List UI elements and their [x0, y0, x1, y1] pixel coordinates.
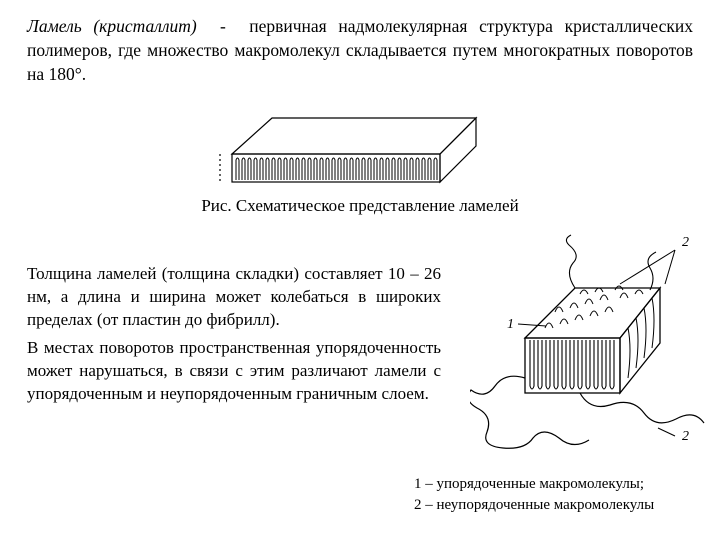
label-disordered-bottom: 2	[682, 429, 689, 444]
label-disordered-top: 2	[682, 235, 689, 250]
body-text	[27, 262, 441, 405]
figure2-legend	[414, 474, 714, 516]
body-paragraph-2: В местах поворотов пространственная упорядоченность может нарушаться, в связи с этим различают ламели с упорядоченным и неупорядоченным граничным слоем.	[27, 337, 441, 404]
legend-item-ordered: 1 – упорядоченные макромолекулы;	[414, 476, 645, 492]
definition-dash: -	[220, 16, 226, 36]
lamella-slab-figure	[200, 112, 500, 192]
legend-item-disordered: 2 – неупорядоченные макромолекулы	[414, 497, 655, 513]
lamella-boundary-figure	[470, 228, 710, 468]
figure1-caption: Рис. Схематическое представление ламелей	[201, 196, 519, 215]
body-paragraph-1: Толщина ламелей (толщина складки) составляет 10 – 26 нм, а длина и ширина может колебаться в широких пределах (от пластин до фибрилл).	[27, 264, 441, 330]
definition-term: Ламель (кристаллит)	[27, 16, 197, 36]
label-ordered: 1	[507, 317, 514, 332]
definition-text: первичная надмолекулярная структура кристаллических полимеров, где множество макромолекул складывается путем многократных поворотов на 180°.	[27, 16, 693, 84]
definition-paragraph	[27, 14, 693, 86]
